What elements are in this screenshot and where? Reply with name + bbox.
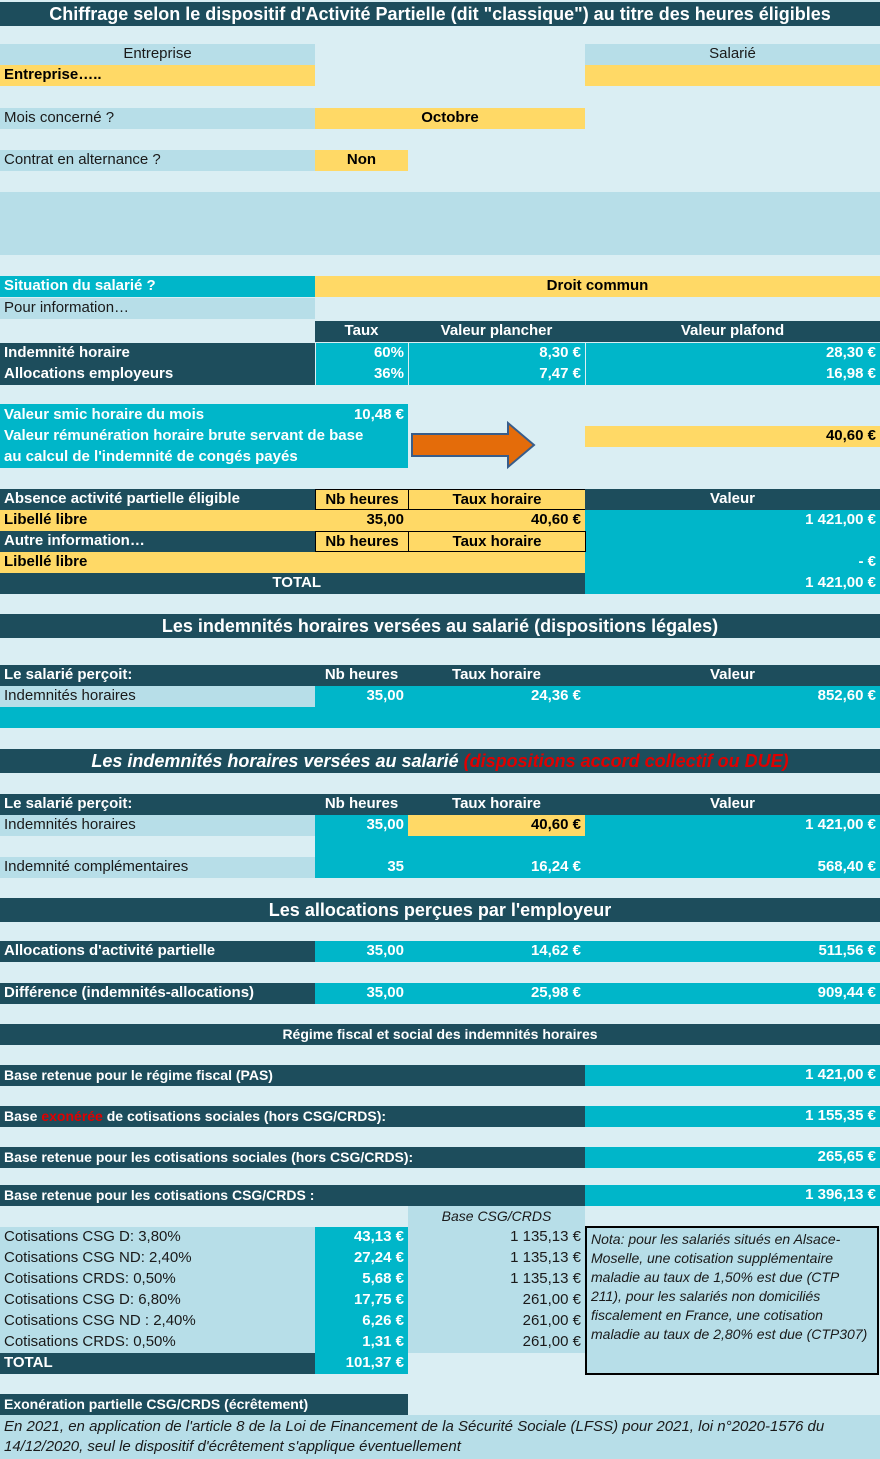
accord-nb-header: Nb heures [315, 794, 408, 815]
accord-valeur-2: 568,40 € [585, 857, 880, 878]
absence-valeur-header: Valeur [585, 489, 880, 510]
plancher-header: Valeur plancher [408, 321, 585, 342]
accord-complementaires-label: Indemnité complémentaires [0, 857, 315, 878]
cotisation-row-6-base: 261,00 € [408, 1332, 585, 1353]
situation-value-cell[interactable]: Droit commun [315, 276, 880, 297]
legal-valeur-header: Valeur [585, 665, 880, 686]
cotisations-total-label: TOTAL [0, 1353, 315, 1374]
cotisation-row-4-value: 17,75 € [315, 1290, 408, 1311]
autre-information-header: Autre information… [0, 531, 315, 552]
nota-textbox: Nota: pour les salariés situés en Alsace-Moselle, une cotisation supplémentaire maladie au taux de 1,50% est due (CTP 211), pour les salariés non domiciliés fiscalement en France, une cotisation maladie au taux de 2,80% est due (CTP307) [585, 1226, 879, 1375]
absence-nb-cell[interactable]: 35,00 [315, 510, 408, 531]
smic-label: Valeur smic horaire du mois [0, 405, 330, 426]
legal-section-title: Les indemnités horaires versées au salarié (dispositions légales) [0, 614, 880, 638]
absence-total-value: 1 421,00 € [585, 573, 880, 594]
allocations-plancher: 7,47 € [409, 364, 585, 385]
entreprise-name-cell[interactable]: Entreprise….. [0, 65, 315, 86]
cotisation-row-6-value: 1,31 € [315, 1332, 408, 1353]
cotisation-row-1-label: Cotisations CSG D: 3,80% [0, 1227, 315, 1248]
alloc-nb-2: 35,00 [315, 983, 408, 1004]
cotisation-row-2-label: Cotisations CSG ND: 2,40% [0, 1248, 315, 1269]
legal-valeur: 852,60 € [585, 686, 880, 707]
libelle-libre-1-cell[interactable]: Libellé libre [0, 510, 315, 531]
legal-nb: 35,00 [315, 686, 408, 707]
mois-value-cell[interactable]: Octobre [315, 108, 585, 129]
csg-value: 1 396,13 € [585, 1185, 880, 1206]
alloc-valeur-1: 511,56 € [585, 941, 880, 962]
cotisation-row-1-base: 1 135,13 € [408, 1227, 585, 1248]
indemnite-plancher: 8,30 € [409, 343, 585, 364]
coti-label: Base retenue pour les cotisations sociales (hors CSG/CRDS): [0, 1147, 585, 1168]
pas-value: 1 421,00 € [585, 1065, 880, 1086]
cotisation-row-2-base: 1 135,13 € [408, 1248, 585, 1269]
legal-nb-header: Nb heures [315, 665, 408, 686]
alloc-nb-1: 35,00 [315, 941, 408, 962]
cotisation-row-3-base: 1 135,13 € [408, 1269, 585, 1290]
smic-value: 10,48 € [315, 405, 408, 426]
alloc-valeur-2: 909,44 € [585, 983, 880, 1004]
exoneration-label: Exonération partielle CSG/CRDS (écrêtement) [0, 1394, 408, 1415]
alternance-value-cell[interactable]: Non [315, 150, 408, 171]
alloc-taux-2: 25,98 € [408, 983, 585, 1004]
regime-title: Régime fiscal et social des indemnités horaires [0, 1024, 880, 1045]
accord-recv-label: Le salarié perçoit: [0, 794, 315, 815]
coti-value: 265,65 € [585, 1147, 880, 1168]
allocations-plafond: 16,98 € [586, 364, 880, 385]
absence-total-label: TOTAL [0, 573, 325, 594]
situation-label: Situation du salarié ? [0, 276, 315, 297]
indemnite-taux: 60% [316, 343, 408, 364]
autre-input-cell[interactable] [315, 552, 585, 573]
libelle-libre-2-cell[interactable]: Libellé libre [0, 552, 315, 573]
cotisation-row-6-label: Cotisations CRDS: 0,50% [0, 1332, 315, 1353]
legal-taux-header: Taux horaire [408, 665, 585, 686]
accord-valeur-1: 1 421,00 € [585, 815, 880, 836]
alloc-section-title: Les allocations perçues par l'employeur [0, 898, 880, 922]
cotisation-row-1-value: 43,13 € [315, 1227, 408, 1248]
absence-taux-header: Taux horaire [408, 489, 586, 510]
allocations-employeurs-label: Allocations employeurs [0, 364, 315, 385]
remuneration-label-2: au calcul de l'indemnité de congés payés [0, 447, 408, 468]
csg-label: Base retenue pour les cotisations CSG/CRDS : [0, 1185, 585, 1206]
legal-indemnites-label: Indemnités horaires [0, 686, 315, 707]
cotisation-row-5-value: 6,26 € [315, 1311, 408, 1332]
accord-valeur-header: Valeur [585, 794, 880, 815]
plafond-header: Valeur plafond [585, 321, 880, 342]
accord-taux-cell[interactable]: 40,60 € [408, 815, 585, 836]
remuneration-label-1: Valeur rémunération horaire brute servant de base [0, 426, 408, 447]
absence-nb-header: Nb heures [315, 489, 409, 510]
salarie-header: Salarié [585, 44, 880, 65]
exo-label: Base exonérée de cotisations sociales (hors CSG/CRDS): [0, 1106, 585, 1127]
accord-nb-1: 35,00 [315, 815, 408, 836]
absence-taux-cell[interactable]: 40,60 € [408, 510, 585, 531]
alloc-row2-label: Différence (indemnités-allocations) [0, 983, 315, 1004]
legal-taux: 24,36 € [408, 686, 585, 707]
accord-spacer-row [315, 836, 880, 857]
absence-valeur-1: 1 421,00 € [585, 510, 880, 531]
blank-block [0, 192, 880, 255]
exo-value: 1 155,35 € [585, 1106, 880, 1127]
accord-nb-2: 35 [315, 857, 408, 878]
cotisation-row-4-base: 261,00 € [408, 1290, 585, 1311]
accord-taux-header: Taux horaire [408, 794, 585, 815]
cotisations-total-value: 101,37 € [315, 1353, 408, 1374]
base-csg-header: Base CSG/CRDS [408, 1206, 585, 1227]
accord-section-title: Les indemnités horaires versées au salarié (dispositions accord collectif ou DUE) [0, 749, 880, 773]
cotisation-row-5-label: Cotisations CSG ND : 2,40% [0, 1311, 315, 1332]
cotisation-row-3-label: Cotisations CRDS: 0,50% [0, 1269, 315, 1290]
accord-indemnites-label: Indemnités horaires [0, 815, 315, 836]
accord-taux-2: 16,24 € [408, 857, 585, 878]
alternance-label: Contrat en alternance ? [0, 150, 315, 171]
taux-header: Taux [315, 321, 408, 342]
info-label: Pour information… [0, 298, 315, 319]
sheet-title: Chiffrage selon le dispositif d'Activité Partielle (dit "classique") au titre des heures éligibles [0, 2, 880, 26]
mois-label: Mois concerné ? [0, 108, 315, 129]
autre-nb-header: Nb heures [315, 531, 409, 552]
entreprise-header: Entreprise [0, 44, 315, 65]
remuneration-value-cell[interactable]: 40,60 € [585, 426, 880, 447]
absence-header: Absence activité partielle éligible [0, 489, 315, 510]
allocations-taux: 36% [316, 364, 408, 385]
alloc-taux-1: 14,62 € [408, 941, 585, 962]
alloc-row1-label: Allocations d'activité partielle [0, 941, 315, 962]
autre-valeur: - € [585, 552, 880, 573]
indemnite-horaire-label: Indemnité horaire [0, 343, 315, 364]
cotisation-row-5-base: 261,00 € [408, 1311, 585, 1332]
exoneration-text: En 2021, en application de l'article 8 de la Loi de Financement de la Sécurité Sociale (LFSS) pour 2021, loi n°2020-1576 du 14/12/2020, seul le dispositif d'écrêtement s'applique éventuellement [0, 1415, 880, 1459]
indemnite-plafond: 28,30 € [586, 343, 880, 364]
pas-label: Base retenue pour le régime fiscal (PAS) [0, 1065, 585, 1086]
salarie-name-cell[interactable] [585, 65, 880, 86]
autre-taux-header: Taux horaire [408, 531, 586, 552]
cotisation-row-2-value: 27,24 € [315, 1248, 408, 1269]
arrow-right-icon [410, 420, 538, 470]
cotisation-row-3-value: 5,68 € [315, 1269, 408, 1290]
legal-recv-label: Le salarié perçoit: [0, 665, 315, 686]
cotisation-row-4-label: Cotisations CSG D: 6,80% [0, 1290, 315, 1311]
